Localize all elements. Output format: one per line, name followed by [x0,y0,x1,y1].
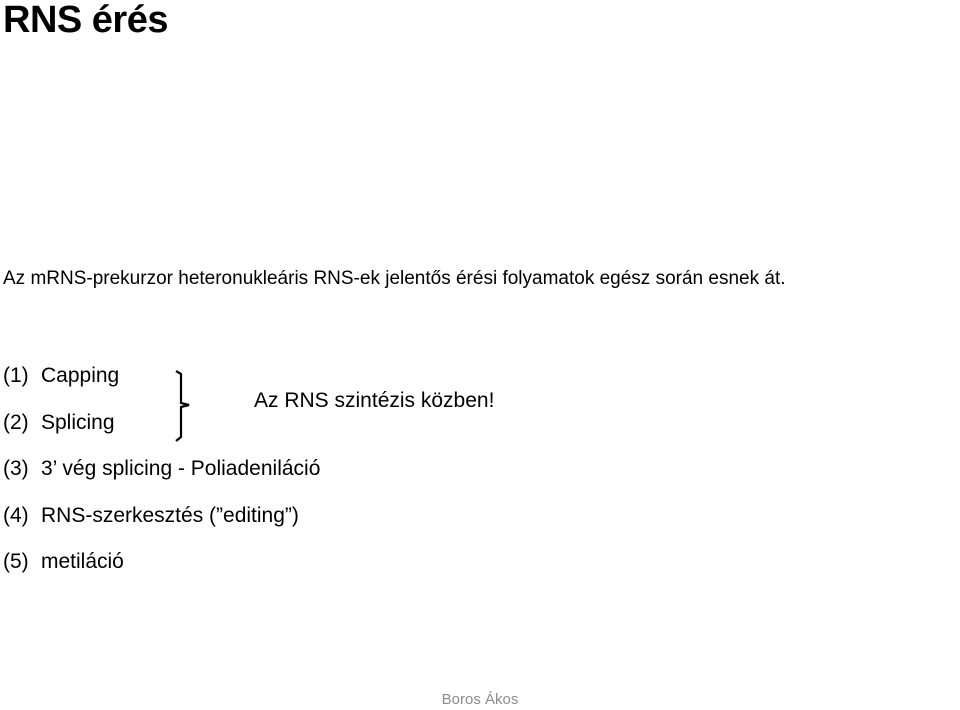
list-item-number: (1) [3,364,29,387]
right-curly-bracket [162,369,192,443]
list-item-number: (4) [3,504,29,527]
list-item-text: Splicing [41,411,115,434]
list-item-text: Capping [41,364,120,387]
list-item-text: RNS-szerkesztés (”editing”) [41,504,299,527]
intro-text: Az mRNS-prekurzor heteronukleáris RNS-ek jelentős érési folyamatok egész során esnek át. [3,268,786,289]
list-item [3,455,320,483]
footer-author: Boros Ákos [441,691,519,708]
slide-title: RNS érés [3,0,168,41]
list-item-text: metiláció [41,550,124,573]
list-item [3,362,119,390]
list-item-number: (5) [3,550,29,573]
list-item [3,409,115,437]
list-item-number: (3) [3,457,29,480]
bracket-note: Az RNS szintézis közben! [254,389,495,412]
list-item [3,502,299,530]
list-item-text: 3’ vég splicing - Poliadeniláció [41,457,321,480]
list-item [3,548,124,576]
list-item-number: (2) [3,411,29,434]
